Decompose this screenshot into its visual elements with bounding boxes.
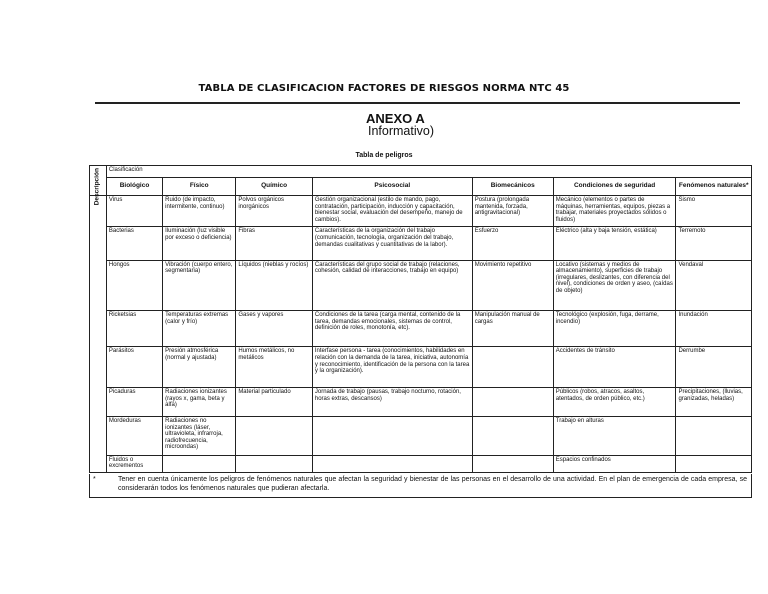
cell-quimico [236,417,313,456]
cell-biomecanicos: Esfuerzo [472,227,553,260]
cell-fenomenos-naturales: Inundación [676,311,752,347]
cell-condiciones-seguridad: Mecánico (elementos o partes de máquinas, herramientas, equipos, piezas a trabajar, materiales proyectados sólidos o fluidos) [553,195,676,226]
anexo-heading [366,112,434,137]
cell-biomecanicos [472,347,553,388]
header-fenomenos-naturales: Fenómenos naturales* [676,177,752,195]
table-row [90,455,752,472]
header-row [90,177,752,195]
cell-psicosocial: Características del grupo social de trabajo (relaciones, cohesión, calidad de interacciones, trabajo en equipo) [312,260,472,310]
cell-fenomenos-naturales: Sismo [676,195,752,226]
row-label-biologico: Ricketsias [106,311,162,347]
table-row [90,417,752,456]
cell-condiciones-seguridad: Públicos (robos, atracos, asaltos, atentados, de orden público, etc.) [553,388,676,417]
cell-biomecanicos: Manipulación manual de cargas [472,311,553,347]
table-row [90,260,752,310]
cell-fenomenos-naturales [676,455,752,472]
cell-psicosocial [312,455,472,472]
header-condiciones-seguridad: Condiciones de seguridad [553,177,676,195]
cell-biomecanicos [472,417,553,456]
cell-psicosocial: Gestión organizacional (estilo de mando, pago, contratación, participación, inducción y capacitación, bienestar social, evaluación del desempeño, manejo de cambios). [312,195,472,226]
cell-quimico: Polvos orgánicos inorgánicos [236,195,313,226]
cell-biomecanicos [472,388,553,417]
cell-fisico: Presión atmosférica (normal y ajustada) [163,347,236,388]
cell-quimico [236,455,313,472]
cell-biomecanicos: Postura (prolongada mantenida, forzada, antigravitacional) [472,195,553,226]
row-label-biologico: Virus [106,195,162,226]
hazard-table [89,165,752,473]
cell-fisico: Ruido (de impacto, intermitente, continuo) [163,195,236,226]
cell-condiciones-seguridad: Accidentes de tránsito [553,347,676,388]
cell-fisico: Radiaciones ionizantes (rayos x, gama, beta y alfa) [163,388,236,417]
footnote-marker: * [93,476,96,483]
footnote-text: Tener en cuenta únicamente los peligros de fenómenos naturales que afectan la seguridad y bienestar de las personas en el desarrollo de una actividad. En el plan de emergencia de cada empresa, se considerarán todos los fenómenos naturales que pudieran afectarla. [118,476,747,492]
table-row [90,311,752,347]
cell-fenomenos-naturales: Precipitaciones, (lluvias, granizadas, heladas) [676,388,752,417]
cell-fenomenos-naturales: Terremoto [676,227,752,260]
row-label-biologico: Mordeduras [106,417,162,456]
cell-fenomenos-naturales [676,417,752,456]
cell-condiciones-seguridad: Espacios confinados [553,455,676,472]
cell-biomecanicos: Movimiento repetitivo [472,260,553,310]
header-psicosocial: Psicosocial [312,177,472,195]
cell-condiciones-seguridad: Locativo (sistemas y medios de almacenamiento), superficies de trabajo (irregulares, deslizantes, con diferencia del nivel), condiciones de orden y aseo, (caídas de objeto) [553,260,676,310]
classification-row [90,166,752,178]
row-label-biologico: Hongos [106,260,162,310]
anexo-subtitle: Informativo) [368,124,434,138]
cell-fisico: Iluminación (luz visible por exceso o deficiencia) [163,227,236,260]
document-title: TABLA DE CLASIFICACION FACTORES DE RIESGOS NORMA NTC 45 [198,83,570,94]
cell-psicosocial: Interfase persona - tarea (conocimientos, habilidades en relación con la demanda de la tarea, iniciativa, autonomía y reconocimiento, identificación de la persona con la tarea y la organización). [312,347,472,388]
cell-biomecanicos [472,455,553,472]
cell-psicosocial: Condiciones de la tarea (carga mental, contenido de la tarea, demandas emocionales, sistemas de control, definición de roles, monotonía, etc). [312,311,472,347]
header-quimico: Químico [236,177,313,195]
cell-fisico: Temperaturas extremas (calor y frío) [163,311,236,347]
cell-fisico [163,455,236,472]
cell-fisico: Vibración (cuerpo entero, segmentaria) [163,260,236,310]
anexo-title: ANEXO A [366,111,425,126]
cell-psicosocial: Jornada de trabajo (pausas, trabajo nocturno, rotación, horas extras, descansos) [312,388,472,417]
cell-psicosocial: Características de la organización del trabajo (comunicación, tecnología, organización del trabajo, demandas cualitativas y cuantitativas de la labor). [312,227,472,260]
footnote [89,474,752,498]
table-row [90,195,752,226]
cell-fenomenos-naturales: Vendaval [676,260,752,310]
descripcion-side-label [90,168,107,472]
table-title: Tabla de peligros [355,152,413,159]
clasificacion-header: Clasificación [106,166,751,178]
cell-fisico: Radiaciones no ionizantes (láser, ultravioleta, infrarroja, radiofrecuencia, microondas) [163,417,236,456]
table-row [90,227,752,260]
cell-condiciones-seguridad: Tecnológico (explosión, fuga, derrame, incendio) [553,311,676,347]
header-fisico: Físico [163,177,236,195]
cell-quimico: Fibras [236,227,313,260]
cell-quimico: Gases y vapores [236,311,313,347]
title-divider [95,102,740,104]
cell-fenomenos-naturales: Derrumbe [676,347,752,388]
cell-quimico: Humos metálicos, no metálicos [236,347,313,388]
row-label-biologico: Picaduras [106,388,162,417]
header-biomecanicos: Biomecánicos [472,177,553,195]
row-label-biologico: Bacterias [106,227,162,260]
row-label-biologico: Fluidos o excrementos [106,455,162,472]
cell-quimico: Líquidos (nieblas y rocíos) [236,260,313,310]
cell-quimico: Material particulado [236,388,313,417]
row-label-biologico: Parásitos [106,347,162,388]
descripcion-text: Descripción [93,168,101,206]
cell-condiciones-seguridad: Trabajo en alturas [553,417,676,456]
header-biologico: Biológico [106,177,162,195]
table-row [90,388,752,417]
cell-condiciones-seguridad: Eléctrico (alta y baja tensión, estática) [553,227,676,260]
cell-psicosocial [312,417,472,456]
table-row [90,347,752,388]
